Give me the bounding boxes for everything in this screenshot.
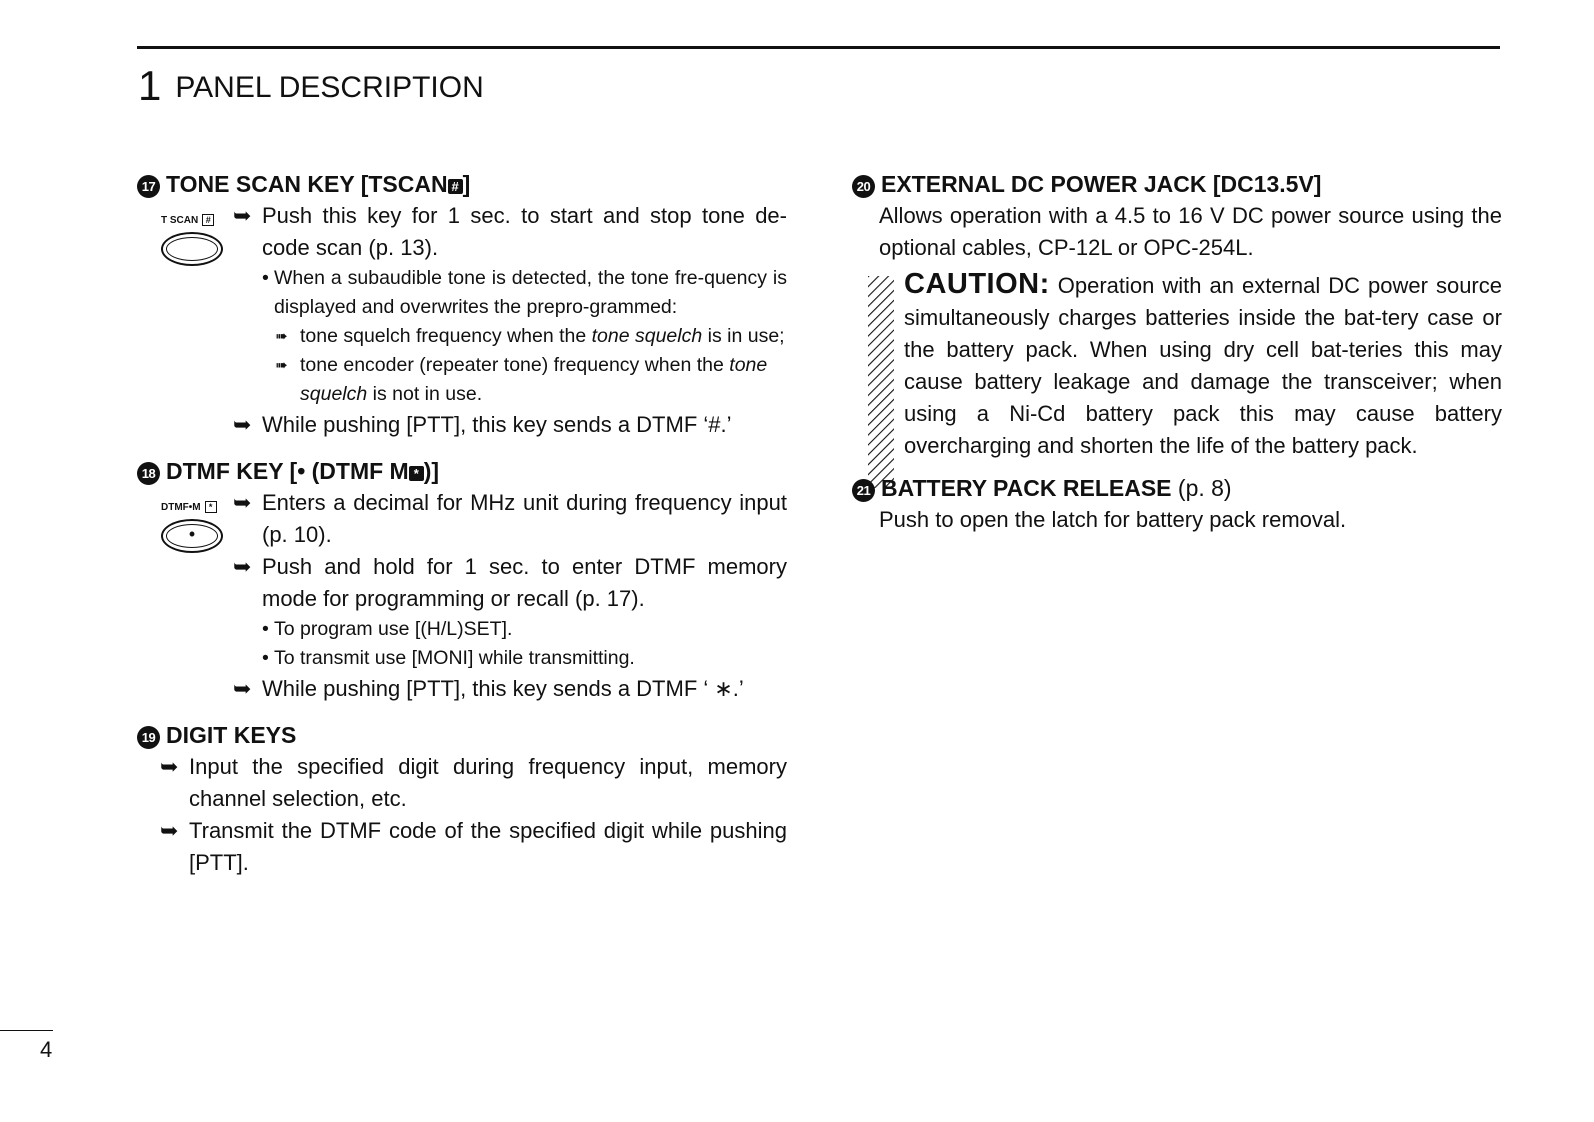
hash-key-icon: # [202, 214, 214, 226]
asterisk-key-icon: * [205, 501, 217, 513]
section-tone-scan [137, 168, 787, 441]
arrow-icon: ➠ [275, 357, 288, 374]
arrow-icon: ➥ [233, 203, 252, 228]
top-rule [137, 46, 1500, 49]
section-text: Allows operation with a 4.5 to 16 V DC power source using the optional cables, CP-12L or OPC-254L. [879, 203, 1502, 260]
arrow-icon: ➥ [233, 412, 252, 437]
section-heading: 17 TONE SCAN KEY [TSCAN # ] [137, 168, 787, 200]
section-number-badge: 20 [852, 175, 875, 198]
arrow-icon: ➥ [233, 490, 252, 515]
bullet-item: ➥ Enters a decimal for MHz unit during frequency input (p. 10). [137, 487, 787, 551]
caution-box [852, 268, 1502, 462]
page-title [138, 62, 484, 110]
left-column [137, 168, 787, 879]
section-digit-keys [137, 719, 787, 879]
caution-hatch-icon [868, 276, 894, 488]
key-button-icon: • [161, 519, 223, 553]
sub-note: • When a subaudible tone is detected, the tone fre-quency is displayed and overwrites the prepro-grammed: [262, 267, 787, 318]
section-text: Push to open the latch for battery pack removal. [879, 507, 1347, 532]
hash-key-icon: # [448, 179, 463, 194]
section-number-badge: 17 [137, 175, 160, 198]
arrow-icon: ➥ [160, 754, 179, 779]
page-reference: (p. 8) [1171, 475, 1232, 501]
sub-note: • To transmit use [MONI] while transmitting. [262, 647, 635, 669]
section-heading: 18 DTMF KEY [• (DTMF M * )] [137, 455, 787, 487]
bullet-item: ➥ Input the specified digit during frequency input, memory channel selection, etc. [137, 751, 787, 815]
chapter-title: PANEL DESCRIPTION [175, 71, 484, 104]
bullet-item: ➥ While pushing [PTT], this key sends a DTMF ‘ ∗.’ [137, 673, 787, 705]
footer-rule [0, 1030, 53, 1031]
sub-note: • To program use [(H/L)SET]. [262, 618, 513, 640]
bullet-item: ➥ Transmit the DTMF code of the specified digit while pushing [PTT]. [137, 815, 787, 879]
section-number-badge: 19 [137, 726, 160, 749]
section-number-badge: 18 [137, 462, 160, 485]
asterisk-key-icon: * [409, 466, 424, 481]
caution-text: Operation with an external DC power source simultaneously charges batteries inside the bat-tery case or the battery pack. When using dry cell bat-teries this may cause battery leakage and damage the transceiver; when using a Ni-Cd battery pack this may cause battery overcharging and shorten the life of the battery pack. [904, 273, 1502, 458]
section-dtmf-key [137, 455, 787, 705]
right-column [852, 168, 1502, 536]
arrow-icon: ➠ [275, 328, 288, 345]
arrow-icon: ➥ [160, 818, 179, 843]
section-heading: 19 DIGIT KEYS [137, 719, 787, 751]
arrow-icon: ➥ [233, 554, 252, 579]
section-number-badge: 21 [852, 479, 875, 502]
key-label: T SCAN # [161, 214, 227, 227]
caution-label: CAUTION: [904, 268, 1050, 300]
section-battery-release [852, 472, 1502, 536]
section-dc-power-jack [852, 168, 1502, 462]
bullet-item: ➥ Push and hold for 1 sec. to enter DTMF memory mode for programming or recall (p. 17). [137, 551, 787, 615]
section-heading: 21 BATTERY PACK RELEASE (p. 8) [852, 472, 1502, 504]
chapter-number: 1 [138, 62, 162, 109]
sub-sub-note: ➠ tone squelch frequency when the tone squelch is in use; [137, 322, 787, 351]
key-label: DTMF•M * [161, 501, 227, 514]
section-heading: 20 EXTERNAL DC POWER JACK [DC13.5V] [852, 168, 1502, 200]
sub-sub-note: ➠ tone encoder (repeater tone) frequency when the tone squelch is not in use. [137, 351, 787, 409]
bullet-item: ➥ Push this key for 1 sec. to start and stop tone de-code scan (p. 13). [137, 200, 787, 264]
bullet-item: ➥ While pushing [PTT], this key sends a DTMF ‘#.’ [137, 409, 787, 441]
page-number: 4 [40, 1037, 53, 1062]
arrow-icon: ➥ [233, 676, 252, 701]
